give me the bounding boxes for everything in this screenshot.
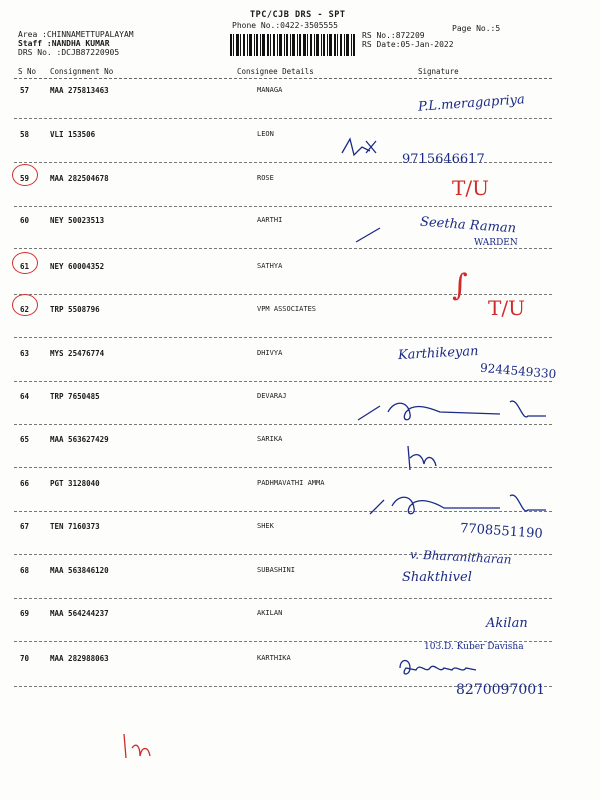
- row-consignment: MAA 275813463: [50, 86, 109, 95]
- row-consignee: DEVARAJ: [257, 392, 287, 400]
- row-sno: 68: [20, 566, 30, 575]
- row-consignment: MAA 282988063: [50, 654, 109, 663]
- row-sno: 64: [20, 392, 30, 401]
- signature-70-address: 103.D. Kuber Davisha: [424, 642, 524, 652]
- signature-68-name: v. Bharanitharan: [409, 547, 512, 567]
- row-sno: 61: [20, 262, 30, 271]
- row-divider: [14, 118, 552, 119]
- phone-number: Phone No.:0422-3505555: [232, 21, 338, 30]
- signature-63-phone: 9244549330: [479, 360, 557, 382]
- row-sno: 65: [20, 435, 30, 444]
- signature-scribble: [340, 135, 390, 160]
- barcode-image: [230, 34, 355, 56]
- row-divider: [14, 337, 552, 338]
- row-sno: 59: [20, 174, 30, 183]
- row-consignment: TRP 5508796: [50, 305, 100, 314]
- row-consignee: SHEK: [257, 522, 274, 530]
- row-sno: 57: [20, 86, 30, 95]
- row-consignment: MYS 25476774: [50, 349, 105, 358]
- signature-63-name: Karthikeyan: [397, 343, 479, 364]
- signature-68-extra: Shakthivel: [402, 570, 472, 585]
- rs-date: RS Date:05-Jan-2022: [362, 40, 454, 49]
- row-consignee: SUBASHINI: [257, 566, 295, 574]
- column-header-signature: Signature: [418, 67, 459, 76]
- signature-60-role: WARDEN: [474, 238, 518, 248]
- row-divider: [14, 467, 552, 468]
- staff-label: Staff :NANDHA KUMAR: [18, 39, 110, 48]
- row-consignment: TRP 7650485: [50, 392, 100, 401]
- row-consignee: PADHMAVATHI AMMA: [257, 479, 325, 487]
- signature-58-phone: 9715646617: [402, 152, 485, 167]
- column-header-consignment: Consignment No: [50, 67, 114, 76]
- row-sno: 69: [20, 609, 30, 618]
- row-consignee: DHIVYA: [257, 349, 283, 357]
- row-consignee: SARIKA: [257, 435, 283, 443]
- row-consignment: TEN 7160373: [50, 522, 100, 531]
- row-sno: 66: [20, 479, 30, 488]
- row-consignee: ROSE: [257, 174, 274, 182]
- row-sno: 63: [20, 349, 30, 358]
- page-number: Page No.:5: [452, 24, 501, 33]
- row-consignee: MANAGA: [257, 86, 283, 94]
- table-row: [0, 431, 600, 478]
- row-consignment: VLI 153506: [50, 130, 96, 139]
- row-consignee: LEON: [257, 130, 274, 138]
- row-consignment: MAA 564244237: [50, 609, 109, 618]
- row-consignment: MAA 563846120: [50, 566, 109, 575]
- area-label: Area :CHINNAMETTUPALAYAM: [18, 30, 134, 39]
- signature-70-scribble: [396, 656, 496, 680]
- row-consignee: AKILAN: [257, 609, 283, 617]
- row-sno: 58: [20, 130, 30, 139]
- table-row: [0, 562, 600, 609]
- red-circle-mark: [12, 252, 38, 274]
- row-consignee: SATHYA: [257, 262, 283, 270]
- table-row: [0, 126, 600, 173]
- signature-64-scribble: [350, 392, 550, 428]
- drs-number: DRS No. :DCJB87220905: [18, 48, 120, 57]
- row-consignment: MAA 563627429: [50, 435, 109, 444]
- signature-69-name: Akilan: [486, 616, 528, 631]
- row-consignee: AARTHI: [257, 216, 283, 224]
- red-margin-mark: [120, 732, 156, 764]
- signature-70-phone: 8270097001: [456, 682, 546, 698]
- sheet-title: TPC/CJB DRS - SPT: [250, 10, 346, 20]
- row-divider: [14, 206, 552, 207]
- red-circle-mark: [12, 294, 38, 316]
- row-consignment: MAA 282504678: [50, 174, 109, 183]
- signature-65-scribble: [402, 442, 442, 472]
- red-circle-mark: [12, 164, 38, 186]
- signature-60-name: Seetha Raman: [419, 214, 517, 237]
- row-sno: 70: [20, 654, 30, 663]
- row-consignee: VPM ASSOCIATES: [257, 305, 317, 313]
- signature-59-mark: T/U: [452, 176, 489, 200]
- signature-62-mark: T/U: [488, 296, 525, 320]
- row-consignment: NEY 60004352: [50, 262, 105, 271]
- signature-tick: [354, 226, 384, 244]
- row-divider: [14, 248, 552, 249]
- row-sno: 60: [20, 216, 30, 225]
- column-header-consignee: Consignee Details: [237, 67, 314, 76]
- signature-66-scribble: [350, 486, 550, 522]
- row-consignment: NEY 50023513: [50, 216, 105, 225]
- table-row: [0, 170, 600, 217]
- signature-57: P.L.meragapriya: [417, 92, 526, 115]
- row-divider: [14, 381, 552, 382]
- signature-67-phone: 7708551190: [459, 521, 544, 542]
- row-consignment: PGT 3128040: [50, 479, 100, 488]
- row-divider: [14, 294, 552, 295]
- row-consignee: KARTHIKA: [257, 654, 291, 662]
- row-divider: [14, 598, 552, 599]
- row-sno: 62: [20, 305, 30, 314]
- rs-number: RS No.:872209: [362, 31, 425, 40]
- row-sno: 67: [20, 522, 30, 531]
- column-header-sno: S No: [18, 67, 37, 76]
- signature-62-hook: ∫: [452, 268, 468, 303]
- header-divider: [14, 78, 552, 79]
